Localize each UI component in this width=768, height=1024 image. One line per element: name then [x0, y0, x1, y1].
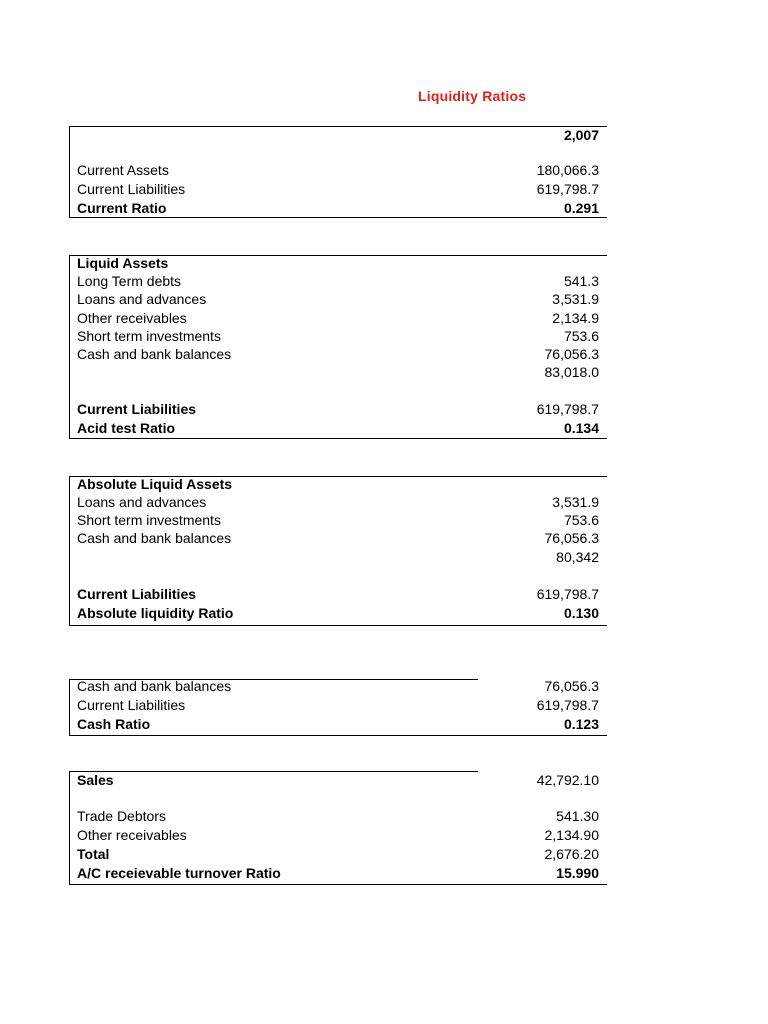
- cash-ratio-value: 0.123: [563, 716, 599, 732]
- item-label: Long Term debts: [77, 273, 182, 289]
- table-row: [69, 864, 607, 883]
- table-row: [69, 161, 607, 180]
- item-label: Cash and bank balances: [77, 346, 232, 362]
- current-liabilities-value: 619,798.7: [536, 401, 599, 417]
- item-label: Loans and advances: [77, 291, 207, 307]
- page-title: Liquidity Ratios: [418, 88, 527, 104]
- total-label: Total: [77, 846, 110, 862]
- trade-debtors-label: Trade Debtors: [77, 808, 166, 824]
- acid-test-table: [69, 255, 607, 439]
- liquid-assets-total: 83,018.0: [544, 364, 599, 380]
- acid-test-ratio-label: Acid test Ratio: [77, 420, 176, 436]
- item-label: Other receivables: [77, 310, 187, 326]
- current-liabilities-value: 619,798.7: [536, 586, 599, 602]
- item-value: 3,531.9: [552, 494, 599, 510]
- absolute-liquidity-ratio-value: 0.130: [563, 605, 599, 621]
- table-row: [69, 696, 607, 715]
- table-row: [69, 529, 607, 548]
- item-value: 541.3: [563, 273, 599, 289]
- item-value: 2,134.9: [552, 310, 599, 326]
- table-row: [69, 400, 607, 419]
- item-label: Short term investments: [77, 512, 221, 528]
- cash-ratio-table: [69, 679, 607, 736]
- current-liabilities-label: Current Liabilities: [77, 401, 197, 417]
- current-liabilities-label: Current Liabilities: [77, 181, 186, 197]
- receivable-turnover-table: [69, 771, 607, 885]
- current-assets-label: Current Assets: [77, 162, 169, 178]
- table-row: [69, 493, 607, 512]
- item-value: 76,056.3: [544, 346, 599, 362]
- table-row: [69, 309, 607, 328]
- sales-label: Sales: [77, 772, 114, 788]
- table-row: [69, 604, 607, 623]
- acid-test-ratio-value: 0.134: [563, 420, 599, 436]
- item-value: 3,531.9: [552, 291, 599, 307]
- absolute-liquidity-ratio-label: Absolute liquidity Ratio: [77, 605, 234, 621]
- year-header: 2,007: [563, 127, 599, 143]
- current-ratio-table: [69, 126, 607, 218]
- item-label: Short term investments: [77, 328, 221, 344]
- table-row: [69, 180, 607, 199]
- current-ratio-value: 0.291: [563, 200, 599, 216]
- current-liabilities-value: 619,798.7: [536, 697, 599, 713]
- other-receivables-value: 2,134.90: [544, 827, 599, 843]
- cash-balances-label: Cash and bank balances: [77, 678, 232, 694]
- table-row: [69, 715, 607, 734]
- table-row: [69, 771, 607, 790]
- liquid-assets-heading: Liquid Assets: [77, 255, 169, 271]
- current-assets-value: 180,066.3: [536, 162, 599, 178]
- table-row: [69, 290, 607, 309]
- table-row: [69, 511, 607, 530]
- current-ratio-label: Current Ratio: [77, 200, 167, 216]
- current-liabilities-value: 619,798.7: [536, 181, 599, 197]
- table-row: [69, 548, 607, 567]
- cash-ratio-label: Cash Ratio: [77, 716, 151, 732]
- table-row: [69, 677, 607, 696]
- table-row: [69, 199, 607, 218]
- trade-debtors-value: 541.30: [556, 808, 599, 824]
- receivable-turnover-ratio-label: A/C receievable turnover Ratio: [77, 865, 281, 881]
- table-row: [69, 345, 607, 364]
- current-liabilities-label: Current Liabilities: [77, 697, 186, 713]
- table-row: [69, 327, 607, 346]
- sales-value: 42,792.10: [536, 772, 599, 788]
- other-receivables-label: Other receivables: [77, 827, 187, 843]
- cash-balances-value: 76,056.3: [544, 678, 599, 694]
- table-row: [69, 419, 607, 438]
- table-row: [69, 826, 607, 845]
- item-value: 753.6: [563, 328, 599, 344]
- current-liabilities-label: Current Liabilities: [77, 586, 197, 602]
- absolute-liquid-assets-heading: Absolute Liquid Assets: [77, 476, 233, 492]
- table-row: [69, 272, 607, 291]
- item-value: 76,056.3: [544, 530, 599, 546]
- table-row: [69, 807, 607, 826]
- total-value: 2,676.20: [544, 846, 599, 862]
- absolute-liquidity-table: [69, 476, 607, 626]
- item-label: Loans and advances: [77, 494, 207, 510]
- receivable-turnover-ratio-value: 15.990: [556, 865, 599, 881]
- item-value: 753.6: [563, 512, 599, 528]
- table-row: [69, 363, 607, 382]
- table-row: [69, 845, 607, 864]
- item-label: Cash and bank balances: [77, 530, 232, 546]
- absolute-liquid-assets-total: 80,342: [556, 549, 599, 565]
- table-row: [69, 585, 607, 604]
